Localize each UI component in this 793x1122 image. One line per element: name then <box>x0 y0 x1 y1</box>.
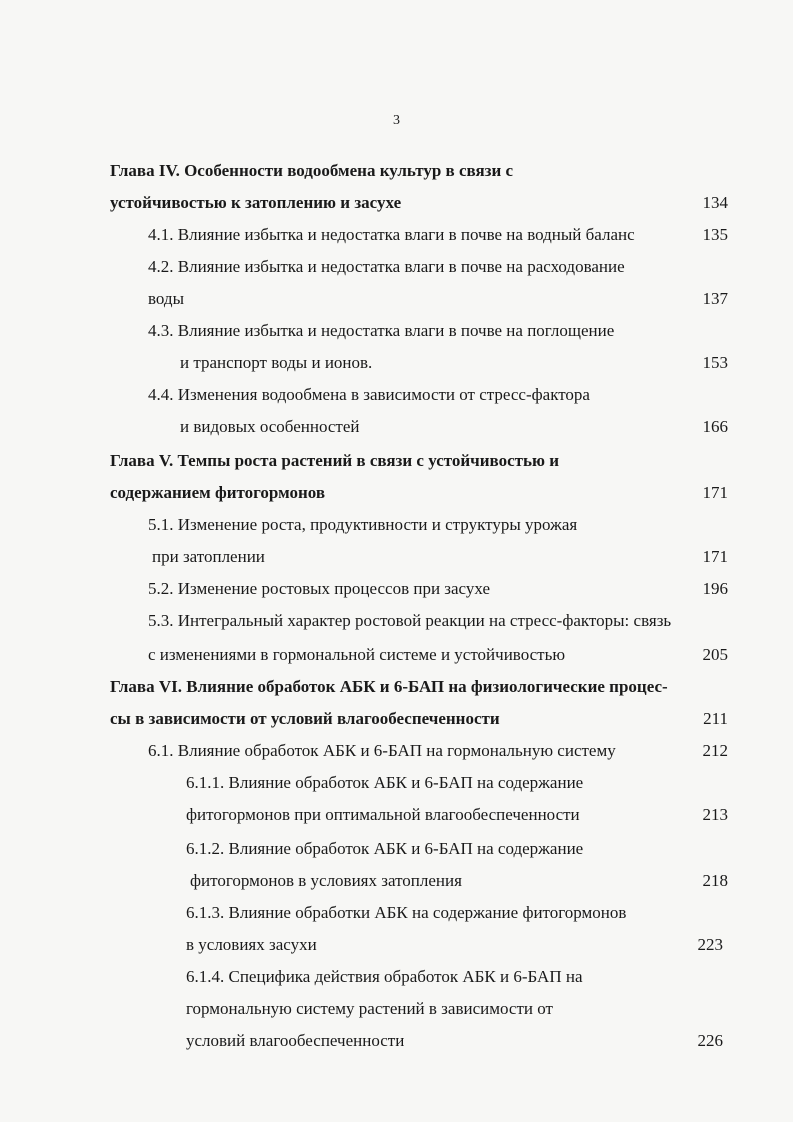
toc-section-6-1-3-line1: 6.1.3. Влияние обработки АБК на содержание фитогормонов <box>186 903 627 922</box>
toc-section-6-1-4-line1: 6.1.4. Специфика действия обработок АБК и 6-БАП на <box>186 967 583 986</box>
toc-section-4-3-line1: 4.3. Влияние избытка и недостатка влаги в почве на поглощение <box>148 321 615 340</box>
toc-section-4-4-line2: и видовых особенностей <box>180 417 360 436</box>
toc-section-6-1-4-page: 226 <box>697 1031 723 1050</box>
toc-section-4-4-page: 166 <box>702 417 728 436</box>
toc-section-5-1-line2: при затоплении <box>152 547 265 566</box>
toc-section-4-2-line2: воды <box>148 289 184 308</box>
toc-section-4-2-line1: 4.2. Влияние избытка и недостатка влаги в почве на расходование <box>148 257 625 276</box>
toc-section-5-1-page: 171 <box>702 547 728 566</box>
page-number: 3 <box>393 113 400 128</box>
toc-section-4-2-page: 137 <box>702 289 728 308</box>
toc-section-6-1-3-line2: в условиях засухи <box>186 935 317 954</box>
toc-section-5-2-page: 196 <box>702 579 728 598</box>
toc-section-6-1-1-line2: фитогормонов при оптимальной влагообеспеченности <box>186 805 580 824</box>
toc-section-5-1-line1: 5.1. Изменение роста, продуктивности и структуры урожая <box>148 515 578 534</box>
toc-chapter-5-title-line2: содержанием фитогормонов <box>110 483 326 502</box>
toc-section-5-3-line2: с изменениями в гормональной системе и устойчивостью <box>148 645 566 664</box>
toc-section-6-1-4-line2: гормональную систему растений в зависимости от <box>186 999 553 1018</box>
toc-section-4-4-line1: 4.4. Изменения водообмена в зависимости от стресс-фактора <box>148 385 590 404</box>
toc-section-6-1-4-line3: условий влагообеспеченности <box>186 1031 405 1050</box>
toc-chapter-4-page: 134 <box>702 193 728 212</box>
toc-section-6-1-2-line2: фитогормонов в условиях затопления <box>190 871 462 890</box>
toc-section-6-1-page: 212 <box>702 741 728 760</box>
toc-section-6-1-2-line1: 6.1.2. Влияние обработок АБК и 6-БАП на содержание <box>186 839 584 858</box>
toc-section-4-1: 4.1. Влияние избытка и недостатка влаги в почве на водный баланс <box>148 225 635 244</box>
toc-chapter-6-title-line2: сы в зависимости от условий влагообеспеченности <box>110 709 500 728</box>
toc-section-5-3-line1: 5.3. Интегральный характер ростовой реакции на стресс-факторы: связь <box>148 611 672 630</box>
toc-chapter-4-title-line2: устойчивостью к затоплению и засухе <box>110 193 402 212</box>
toc-chapter-5-title-line1: Глава V. Темпы роста растений в связи с устойчивостью и <box>110 451 560 470</box>
toc-section-5-3-page: 205 <box>702 645 728 664</box>
toc-chapter-6-title-line1: Глава VI. Влияние обработок АБК и 6-БАП на физиологические процес- <box>110 677 668 696</box>
toc-section-4-1-page: 135 <box>702 225 728 244</box>
toc-chapter-6-page: 211 <box>703 709 728 728</box>
toc-section-6-1-1-line1: 6.1.1. Влияние обработок АБК и 6-БАП на содержание <box>186 773 584 792</box>
toc-section-6-1-1-page: 213 <box>702 805 728 824</box>
toc-section-5-2: 5.2. Изменение ростовых процессов при засухе <box>148 579 490 598</box>
toc-section-6-1-2-page: 218 <box>702 871 728 890</box>
toc-section-4-3-page: 153 <box>702 353 728 372</box>
toc-chapter-5-page: 171 <box>702 483 728 502</box>
toc-section-4-3-line2: и транспорт воды и ионов. <box>180 353 373 372</box>
toc-chapter-4-title-line1: Глава IV. Особенности водообмена культур в связи с <box>110 161 514 180</box>
toc-section-6-1-3-page: 223 <box>697 935 723 954</box>
toc-section-6-1: 6.1. Влияние обработок АБК и 6-БАП на гормональную систему <box>148 741 616 760</box>
